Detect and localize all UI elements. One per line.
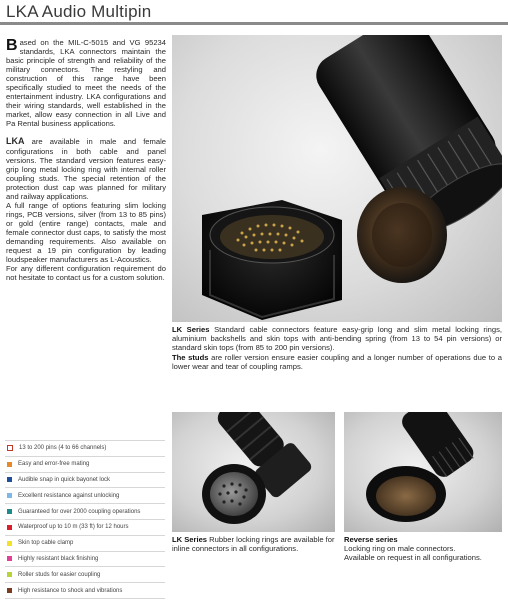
intro-paragraph-4: For any different configuration requirement do not hesitate to contact us for a custom solution. (6, 264, 166, 283)
page-title: LKA Audio Multipin (6, 2, 152, 21)
intro-paragraph-1 (6, 38, 166, 128)
feature-label: Highly resistant black finishing (18, 555, 99, 562)
feature-label: Audible snap in quick bayonet lock (18, 476, 111, 483)
feature-label: High resistance to shock and vibrations (18, 587, 123, 594)
intro-paragraph-1-text: ased on the MIL-C-5015 and VG 95234 standards, LKA connectors maintain the basic principle of strength and reliability of the military connectors. The restyling and construction of this range have been specifically studied to meet the needs of the entertainment industry. LKA configurations and their wiring standards, well established in the market, allow easy connection in all Live and Pa Rental business applications. (6, 38, 166, 129)
feature-item (5, 551, 165, 567)
feature-color-swatch (7, 588, 12, 593)
reverse-caption-line-1: Locking ring on male connectors. (344, 544, 456, 554)
inline-caption-text: Rubber locking rings are available for inline connectors in all configurations. (172, 535, 335, 554)
feature-color-swatch (7, 509, 12, 514)
main-caption-text-2: are roller version ensure easier coupling and a longer number of operations due to a lower wear and tear of coupling ramps. (172, 352, 502, 371)
feature-label: Easy and error-free mating (18, 461, 90, 468)
feature-item (5, 472, 165, 488)
lk-series-bold-2: LK Series (172, 535, 208, 544)
inline-connector-photo (172, 412, 335, 532)
intro-paragraph-2 (6, 137, 166, 200)
feature-label: Guaranteed for over 2000 coupling operations (18, 508, 141, 515)
main-caption (172, 325, 502, 371)
feature-color-swatch (7, 556, 12, 561)
feature-color-swatch (7, 477, 12, 482)
reverse-series-bold: Reverse series (344, 535, 398, 544)
reverse-caption-line-2: Available on request in all configurations. (344, 553, 482, 563)
feature-item (5, 519, 165, 535)
lka-bold: LKA (6, 136, 25, 147)
feature-label: Waterproof up to 10 m (33 ft) for 12 hours (18, 524, 129, 531)
feature-label: 13 to 200 pins (4 to 66 channels) (19, 445, 107, 452)
feature-item (5, 503, 165, 519)
feature-color-swatch (7, 525, 12, 530)
inline-caption (172, 535, 337, 553)
intro-paragraph-2-text: are available in male and female configurations in both cable and panel versions. The standard version features easy-grip long metal locking ring with internal roller coupling studs. The special retention of the protection dust cap was planned for military and railway applications. (6, 137, 166, 201)
feature-label: Skin top cable clamp (18, 540, 74, 547)
feature-label: Roller studs for easier coupling (18, 571, 101, 578)
intro-text (6, 38, 166, 282)
lk-series-bold: LK Series (172, 325, 210, 334)
reverse-connector-photo (344, 412, 502, 532)
title-rule (0, 22, 508, 25)
feature-label: Excellent resistance against unlocking (18, 492, 120, 499)
feature-item (5, 535, 165, 551)
feature-color-swatch (7, 541, 12, 546)
drop-cap: B (6, 37, 18, 54)
feature-item (5, 566, 165, 582)
reverse-caption (344, 535, 502, 563)
studs-bold: The studs (172, 352, 209, 362)
intro-paragraph-3: A full range of options featuring slim locking rings, PCB versions, silver (from 13 to 85 pins) or gold (entire range) contacts, male and female connector dust caps, to satisfy the most demanding requirements. Also available on request a 19 pin configuration by leading loudspeaker manufacturers as L-Acoustics. (6, 200, 166, 265)
feature-item (5, 487, 165, 503)
main-connector-photo (172, 35, 502, 322)
feature-color-swatch (7, 572, 12, 577)
feature-color-swatch (7, 462, 12, 467)
feature-color-swatch (7, 493, 12, 498)
feature-item (5, 440, 165, 456)
main-caption-text-1: Standard cable connectors feature easy-grip long and slim metal locking rings, aluminium backshells and skin tops with anti-bending spring (from 13 to 54 pin versions) or standard skin tops (from 85 to 200 pin versions). (172, 325, 502, 353)
feature-list (5, 440, 165, 599)
feature-item (5, 582, 165, 599)
feature-color-swatch (7, 445, 13, 451)
feature-item (5, 456, 165, 472)
